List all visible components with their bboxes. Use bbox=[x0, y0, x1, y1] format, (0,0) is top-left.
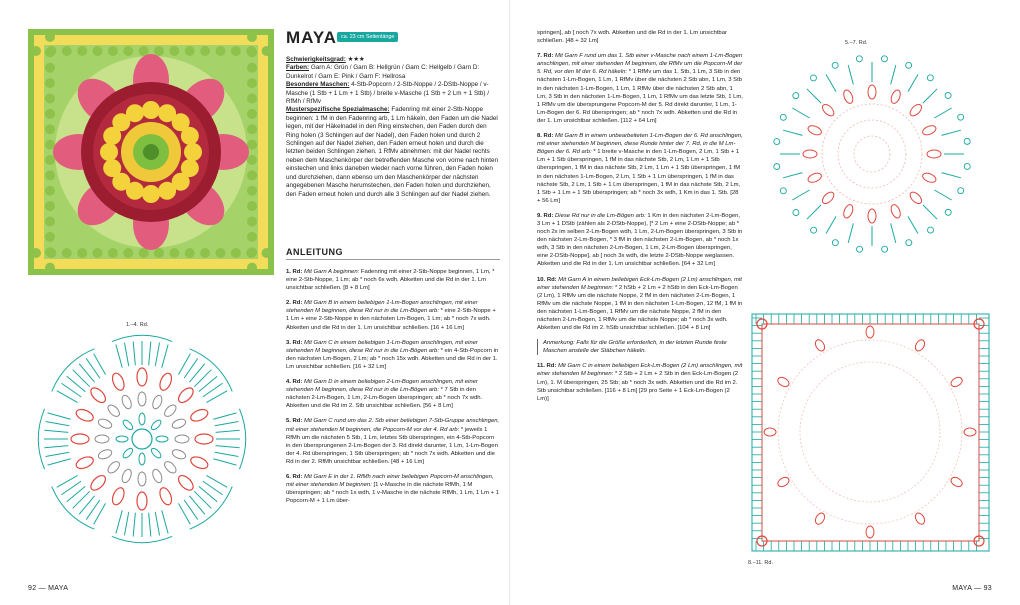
round-body: [1 v-Masche in die nächste RfMh, 1 M überspringen; ab * noch 1x wdh, 1 v-Masche in die nächste RfMh, 1 Lm, 1 Lm + 1 Popcorn-M + 1 Lm über- bbox=[286, 482, 499, 505]
round-body: 1 Km in den nächsten 2-Lm-Bogen, 3 Lm + 1 DStb (zählen als 2-DStb-Noppe), [* 2 Lm + eine 2-DStb-Noppe; ab * noch 2x im selben 2-Lm-Bogen wdh, 1 Lm, 2-Lm-Bogen überspringen, 3 Stb in den nächsten 2-Lm-Bogen, * 3 fM in den nächsten 2-Lm-Bogen, ab * noch 1x wdh, 3 Stb in den nächsten 2-Lm-Bogen, 1 Lm, 2-Lm-Bogen überspringen, eine 2-DStb-Noppe], ab [ noch 3x wdh, die letzte 2-DStb-Noppe weglassen. Abketten und die Rd in der 1. Lm unsichtbar schließen. [64 + 32 Lm] bbox=[537, 212, 743, 268]
round-number: 10. Rd: bbox=[537, 276, 557, 283]
page-gutter bbox=[509, 0, 511, 605]
round-body: * 2 Stb + 2 Lm + 2 Stb in den Eck-Lm-Bogen (2 Lm), 1. M überspringen, 25 Stb; ab * noch 3x wdh. Abketten und die Rd im 2. Stb unsichtbar schließen. [116 + 8 Lm] [29 pro Seite + 1 Eck-Lm-Bogen (2 Lm)] bbox=[537, 371, 739, 402]
round-number: 1. Rd: bbox=[286, 269, 303, 275]
diagram-label-left: 1.–4. Rd. bbox=[126, 322, 149, 328]
round-instruction bbox=[286, 268, 500, 292]
round-instruction bbox=[537, 132, 743, 205]
pattern-label: Musterspezifische Spezialmasche: bbox=[286, 106, 390, 114]
round-body: * ein 4-Stb-Popcorn in den nächsten Lm-Bogen, 2 Lm; ab * noch 15x wdh. Abketten und die Rd in der 1. Lm unsichtbar schließen. [16 + 32 Lm] bbox=[286, 347, 499, 370]
difficulty-label: Schwierigkeitsgrad: bbox=[286, 56, 346, 63]
crochet-square-photo bbox=[28, 29, 274, 275]
round-instruction bbox=[537, 212, 743, 269]
round-body: * eine 2-Stb-Noppe + 1 Lm + eine 2-Stb-Noppe in den nächsten Lm-Bogen, 1 Lm; ab * noch 7x wdh. Abketten und die Rd in der 1. Lm unsichtbar schließen. [16 + 16 Lm] bbox=[286, 308, 496, 331]
section-title: ANLEITUNG bbox=[286, 247, 343, 257]
round-number: 8. Rd: bbox=[537, 133, 554, 140]
round-body: * 1 breite v-Masche in den 1-Lm-Bogen, 2 Lm, 1 Stb + 1 Lm + 1 Stb überspringen, 1 fM in das nächste Stb, 2 Lm, 1 Lm + 1 Stb überspringen, 1 fM in das nächste Stb, 2 Lm, 1 Lm + 1 Stb überspringen, 1 fM in den nächsten 1-Lm-Bogen, 2 Lm, 1 Stb + 1 Lm überspringen, 1 fM in das nächste Stb, 2 Lm, 1 Stb + 1 Lm überspringen, 1 fM in das nächste Stb, 2 Lm, 1 Stb + 1 Lm + 1 Stb überspringen; ab * noch 3x wdh, 1 Km in das 1. Stb. [28 + 56 Lm] bbox=[537, 149, 741, 204]
round-instruction bbox=[537, 362, 743, 402]
instruction-note: Anmerkung: Falls für die Größe erforderlich, in der letzten Runde feste Maschen anstelle der Stäbchen häkeln. bbox=[537, 339, 743, 355]
round-lead: Mit Garn E in der 1. RfMh nach einer beliebigen Popcorn-M anschlingen, mit einer stehenden M beginnen: bbox=[286, 473, 494, 489]
pattern-meta bbox=[286, 56, 500, 199]
chart-rounds-8-11 bbox=[748, 310, 993, 555]
round-number: 5. Rd: bbox=[286, 418, 303, 425]
pattern-value: Fadenring mit einer 2-Stb-Noppe beginnen: 1 fM in den Fadenring arb, 1 Lm häkeln, den Faden um die Nadel legen, mit der Häkelnadel in den Ring einstechen, den Faden durch den Ring holen (3 Schlingen auf der Nadel), den Faden holen und durch 2 Schlingen auf der Nadel ziehen, den Faden erneut holen und durch die letzten beiden Schlingen ziehen. 1 RfMv abnehmen: mit der Nadel rechts neben dem Maschenkörper der betreffenden Masche von vorne nach hinten einstechen und links daneben wieder nach vorne führen, den Faden holen und durchziehen, dann ebenso um den Maschenkörper der nächsten angegebenen Masche herumstechen, den Faden holen und durchziehen, den Faden erneut holen und durch alle 3 Schlingen auf der Nadel ziehen. bbox=[286, 106, 499, 198]
round-lead: Diese Rd nur in die Lm-Bögen arb: bbox=[555, 212, 646, 219]
round-lead: Mit Garn B in einem unbearbeiteten 1-Lm-Bogen der 6. Rd anschlingen, mit einer stehenden M beginnen, diese Runde hinter der 7. Rd, in die M Lm-Bögen der 6. Rd arb: bbox=[537, 133, 743, 156]
round-instruction bbox=[537, 276, 743, 333]
chart-rounds-5-7 bbox=[768, 50, 976, 258]
round-body: springen], ab [ noch 7x wdh. Abketten und die Rd in der 1. Lm unsichtbar schließen. [48 + 32 Lm] bbox=[537, 30, 727, 45]
round-instruction bbox=[286, 417, 500, 466]
difficulty-stars: ★★★ bbox=[347, 56, 365, 63]
instructions-right bbox=[537, 29, 743, 410]
section-divider bbox=[286, 259, 500, 260]
round-lead: Mit Garn C in einem beliebigen 1-Lm-Bogen anschlingen, mit einer stehenden M beginnen, diese Rd nur in die Lm-Bögen arb: bbox=[286, 339, 478, 354]
size-badge: ca. 23 cm Seitenlänge bbox=[337, 32, 398, 42]
round-number: 3. Rd: bbox=[286, 339, 303, 346]
round-instruction bbox=[286, 299, 500, 331]
round-number: 9. Rd: bbox=[537, 212, 554, 219]
round-instruction bbox=[286, 473, 500, 505]
round-body: * 7 Stb in den nächsten 2-Lm-Bogen, 1 Lm, 2-Lm-Bogen überspringen; ab * noch 7x wdh. Abketten und die Rd im 2. Stb unsichtbar schließen. [56 + 8 Lm] bbox=[286, 387, 483, 410]
pattern-title: MAYA bbox=[286, 28, 337, 47]
instructions-left bbox=[286, 268, 500, 512]
round-body: * 2 hStb + 2 Lm + 2 hStb in den Eck-Lm-Bogen (2 Lm), 1 RfMv um die nächste Noppe, 2 fM in den nächsten 2-Lm-Bogen, 1 RfMv um die nächste Noppe, 1 fM in den nächsten 1-Lm-Bogen, 12 fM, 1 fM in den nächsten 1-Lm-Bogen, 1 RfMv um die nächste Noppe, 2 fM in den nächsten 2-Lm-Bogen, 1 RfMv um die nächste Noppe; ab * noch 3x wdh. Abketten und die Rd im 2. hStb unsichtbar schließen. [104 + 8 Lm] bbox=[537, 284, 743, 332]
diagram-label-top-right: 5.–7. Rd. bbox=[845, 40, 868, 46]
special-label: Besondere Maschen: bbox=[286, 81, 350, 89]
round-lead: Mit Garn D in einem beliebigen 2-Lm-Bogen anschlingen, mit einer stehenden M beginnen, diese Rd nur in die Lm-Bögen arb: bbox=[286, 379, 478, 394]
round-number: 4. Rd: bbox=[286, 379, 303, 386]
round-body: * 1 RfMv um das 1. Stb, 1 Lm, 3 Stb in den nächsten 1-Lm-Bogen, 1 Lm, 1 RfMv über die nächsten 2 Stb abn, 1 Lm, 3 Stb in den nächsten 1-Lm-Bogen, 1 Lm, 1 RfMv über die nächsten 2 Stb abn, 1 Lm, 3 Stb in den nächsten 1-Lm-Bogen, 1 Lm, 1 RfMv um das letzte Stb, 1 Lm, 1 RfMv um die übersprungene Popcorn-M der 5. Rd direkt darunter, 1 Lm, 1-Lm-Bogen der 6. Rd überspringen; ab * noch 7x wdh. Abketten und die Rd in der 1. Lm unsichtbar schließen. [112 + 64 Lm] bbox=[537, 69, 743, 124]
footer-left: 92 — MAYA bbox=[28, 585, 69, 592]
round-number: 6. Rd: bbox=[286, 473, 303, 480]
round-number: 2. Rd: bbox=[286, 300, 303, 307]
colors-label: Farben: bbox=[286, 64, 310, 72]
round-body: * jeweils 1 RfMh um die nächsten 5 Stb, 1 Lm, letztes Stb überspringen, ein 4-Stb-Popcorn in den übersprungenen 2-Lm-Bogen der 3. Rd direkt darunter, 1 Lm, 1-Lm-Bogen der 4. Rd überspringen, 1 Stb überspringen; ab * noch 7x wdh. Abketten und die Rd in der 2. RfMh unsichtbar schließen. [48 + 16 Lm] bbox=[286, 426, 498, 465]
round-lead: Mit Garn A beginnen: bbox=[304, 269, 360, 275]
round-lead: Mit Garn B in einem beliebigen 1-Lm-Bogen anschlingen, mit einer stehenden M beginnen, diese Rd nur in die Lm-Bögen arb: bbox=[286, 300, 478, 315]
round-lead: Mit Garn F rund um das 1. Stb einer v-Masche nach einem 1-Lm-Bogen anschlingen, mit einer stehenden M beginnen, die RfMv um die Popcorn-M der 5. Rd, vor den M der 6. Rd häkeln: bbox=[537, 53, 743, 76]
round-instruction bbox=[286, 339, 500, 371]
round-instruction bbox=[537, 29, 743, 45]
chart-rounds-1-4 bbox=[33, 330, 251, 548]
round-number: 11. Rd: bbox=[537, 363, 557, 370]
round-lead: Mit Garn C rund um das 2. Stb einer beliebigen 7-Stb-Gruppe anschlingen, mit einer stehenden M beginnen, die Popcorn-M vor der 4. Rd arb: bbox=[286, 418, 500, 433]
diagram-label-bottom-right: 8.–11. Rd. bbox=[748, 560, 773, 566]
round-instruction bbox=[286, 378, 500, 410]
round-lead: Mit Garn C in einem beliebigen Eck-Lm-Bogen (2 Lm) anschlingen, mit einer stehenden M beginnen: bbox=[537, 363, 743, 378]
round-number: 7. Rd: bbox=[537, 53, 554, 60]
colors-value: Garn A: Grün / Garn B: Hellgrün / Garn C: Hellgelb / Garn D: Dunkelrot / Garn E: Pink / Garn F: Hellrosa bbox=[286, 64, 480, 80]
round-body: Fadenring mit einer 2-Stb-Noppe beginnen, 1 Lm, * eine 2-Stb-Noppe, 1 Lm; ab * noch 6x wdh. Abketten und die Rd in der 1. Lm unsichtbar schließen. [8 + 8 Lm] bbox=[286, 269, 495, 292]
footer-right: MAYA — 93 bbox=[952, 585, 992, 592]
special-value: 4-Stb-Popcorn / 2-Stb-Noppe / 2-DStb-Noppe / v-Masche (1 Stb + 1 Lm + 1 Stb) / breite v-Masche (1 Stb + 2 Lm + 1 Stb) / RfMh / RfMv bbox=[286, 81, 489, 106]
round-lead: Mit Garn A in einem beliebigen Eck-Lm-Bogen (2 Lm) anschlingen, mit einer stehenden M beginnen: bbox=[537, 276, 742, 291]
round-instruction bbox=[537, 52, 743, 125]
